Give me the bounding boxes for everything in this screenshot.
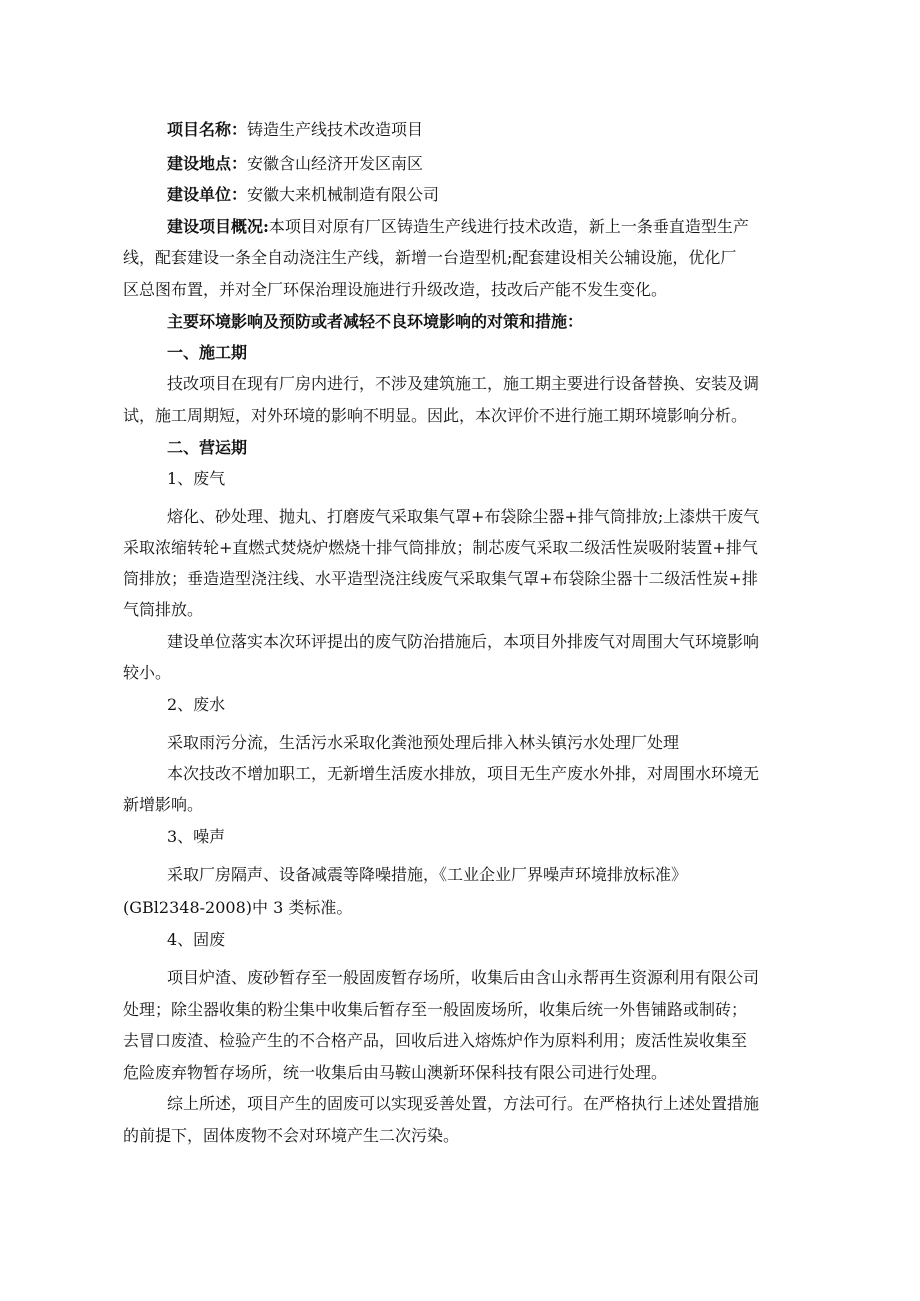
- gas-p1-line-4: 气筒排放。: [123, 600, 204, 619]
- project-overview-line-3: 区总图布置，并对全厂环保治理设施进行升级改造，技改后产能不发生变化。: [123, 280, 668, 299]
- gas-p2-line-1: 建设单位落实本次环评提出的废气防治措施后，本项目外排废气对周围大气环境影响: [167, 632, 760, 651]
- noise-heading: 3、噪声: [167, 827, 226, 846]
- construction-line-2: 试，施工周期短，对外环境的影响不明显。因此，本次评价不进行施工期环境影响分析。: [123, 406, 748, 425]
- water-p2-line-2: 新增影响。: [123, 795, 204, 814]
- project-location-row: [167, 152, 423, 176]
- construction-line-1: 技改项目在现有厂房内进行，不涉及建筑施工，施工期主要进行设备替换、安装及调: [167, 374, 760, 393]
- project-location-label: 建设地点：: [167, 154, 248, 173]
- solid-p1-line-3: 去冒口废渣、检验产生的不合格产品，回收后进入熔炼炉作为原料利用；废活性炭收集至: [123, 1031, 748, 1050]
- project-name-label: 项目名称：: [167, 120, 248, 139]
- gas-heading: 1、废气: [167, 469, 226, 488]
- project-overview-line-1: [167, 215, 749, 239]
- overview-text: 本项目对原有厂区铸造生产线进行技术改造，新上一条垂直造型生产: [268, 217, 749, 236]
- gas-p2-line-2: 较小。: [123, 663, 172, 682]
- project-unit-row: [167, 183, 439, 207]
- noise-line-1: 采取厂房隔声、设备减震等降噪措施，《工业企业厂界噪声环境排放标准》: [167, 865, 688, 884]
- gas-p1-line-3: 筒排放；垂造造型浇注线、水平造型浇注线废气采取集气罩+布袋除尘器十二级活性炭+排: [123, 569, 758, 588]
- gas-p1-line-1: 熔化、砂处理、抛丸、打磨废气采取集气罩+布袋除尘器+排气筒排放;上漆烘干废气: [167, 507, 760, 526]
- project-name-value: 铸造生产线技术改造项目: [247, 120, 424, 139]
- solid-p1-line-1: 项目炉渣、废砂暂存至一般固废暂存场所，收集后由含山永帮再生资源利用有限公司: [167, 968, 760, 987]
- solid-p2-line-1: 综上所述，项目产生的固废可以实现妥善处置，方法可行。在严格执行上述处置措施: [167, 1094, 760, 1113]
- project-unit-value: 安徽大来机械制造有限公司: [247, 185, 440, 204]
- gas-p1-line-2: 采取浓缩转轮+直燃式焚烧炉燃烧十排气筒排放；制芯废气采取二级活性炭吸附装置+排气: [123, 538, 758, 557]
- solid-p1-line-4: 危险废弃物暂存场所，统一收集后由马鞍山澳新环保科技有限公司进行处理。: [123, 1063, 668, 1082]
- solid-heading: 4、固废: [167, 930, 226, 949]
- project-name-row: [167, 118, 423, 142]
- solid-p2-line-2: 的前提下，固体废物不会对环境产生二次污染。: [123, 1126, 460, 1145]
- project-location-value: 安徽含山经济开发区南区: [247, 154, 424, 173]
- noise-line-2: (GBl2348-2008)中 3 类标准。: [123, 898, 353, 917]
- project-overview-colon: :: [263, 217, 269, 236]
- measures-heading: 主要环境影响及预防或者减轻不良环境影响的对策和措施：: [167, 312, 584, 331]
- water-p1: 采取雨污分流，生活污水采取化粪池预处理后排入林头镇污水处理厂处理: [167, 733, 680, 752]
- project-overview-label: 建设项目概况: [167, 217, 264, 236]
- water-heading: 2、废水: [167, 695, 226, 714]
- construction-heading: 一、施工期: [167, 343, 248, 362]
- solid-p1-line-2: 处理；除尘器收集的粉尘集中收集后暂存至一般固废场所，收集后统一外售铺路或制砖；: [123, 1000, 748, 1019]
- project-overview-line-2: 线，配套建设一条全自动浇注生产线，新增一台造型机;配套建设相关公辅设施，优化厂: [123, 248, 737, 267]
- operation-heading: 二、营运期: [167, 438, 248, 457]
- project-unit-label: 建设单位：: [167, 185, 248, 204]
- water-p2-line-1: 本次技改不增加职工，无新增生活废水排放，项目无生产废水外排，对周围水环境无: [167, 764, 760, 783]
